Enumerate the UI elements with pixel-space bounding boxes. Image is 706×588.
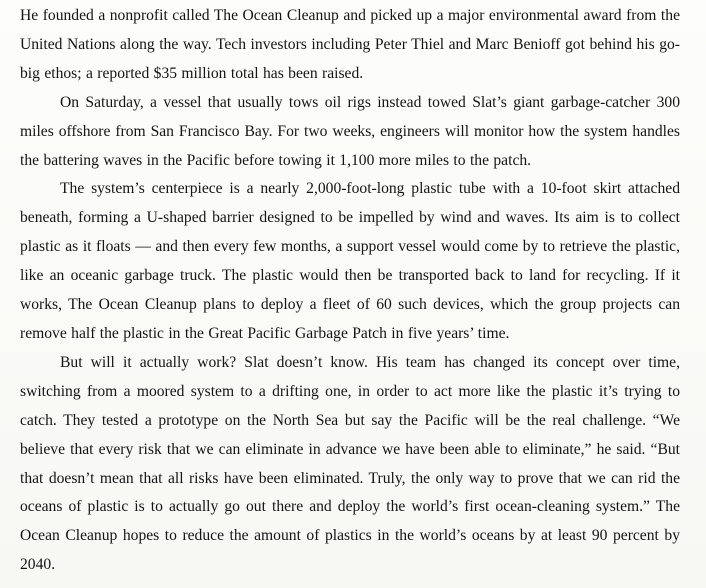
paragraph-1: He founded a nonprofit called The Ocean Cleanup and picked up a major environmental award from the United Nations along the way. Tech investors including Peter Thiel and Marc Benioff got behind his go-big ethos; a reported $35 million total has been raised. — [20, 7, 680, 82]
paragraph-4: But will it actually work? Slat doesn’t know. His team has changed its concept over time, switching from a moored system to a drifting one, in order to act more like the plastic it’s trying to catch. They tested a prototype on the North Sea but say the Pacific will be the real challenge. “We believe that every risk that we can eliminate in advance we have been able to eliminate,” he said. “But that doesn’t mean that all risks have been eliminated. Truly, the only way to prove that we can rid the oceans of plastic is to actually go out there and deploy the world’s first ocean-cleaning system.” The Ocean Cleanup hopes to reduce the amount of plastics in the world’s oceans by at least 90 percent by 2040. — [20, 353, 680, 574]
article-body — [20, 2, 680, 580]
paragraph-3: The system’s centerpiece is a nearly 2,000-foot-long plastic tube with a 10-foot skirt attached beneath, forming a U-shaped barrier designed to be impelled by wind and waves. Its aim is to collect plastic as it floats — and then every few months, a support vessel would come by to retrieve the plastic, like an oceanic garbage truck. The plastic would then be transported back to land for recycling. If it works, The Ocean Cleanup plans to deploy a fleet of 60 such devices, which the group projects can remove half the plastic in the Great Pacific Garbage Patch in five years’ time. — [20, 180, 680, 342]
paragraph-2: On Saturday, a vessel that usually tows oil rigs instead towed Slat’s giant garbage-catcher 300 miles offshore from San Francisco Bay. For two weeks, engineers will monitor how the system handles the battering waves in the Pacific before towing it 1,100 more miles to the patch. — [20, 93, 680, 169]
